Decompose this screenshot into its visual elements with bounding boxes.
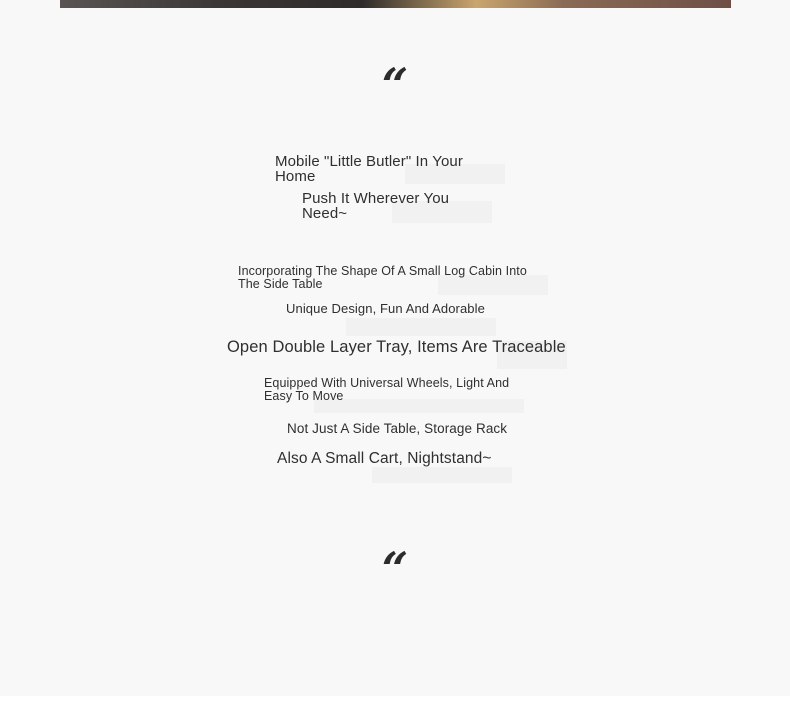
feature-line-universal-wheels bbox=[264, 377, 529, 402]
open-quote-icon: “ bbox=[381, 58, 409, 112]
feature-line-log-cabin-shape bbox=[238, 265, 548, 290]
feature-text: Push It Wherever You Need~ bbox=[302, 190, 450, 222]
feature-line-unique-design bbox=[286, 302, 496, 315]
close-quote-icon: “ bbox=[381, 542, 409, 596]
feature-line-small-cart bbox=[277, 451, 512, 467]
feature-line-push-anywhere bbox=[302, 191, 492, 221]
feature-text: Not Just A Side Table, Storage Rack bbox=[287, 421, 508, 436]
feature-text: Incorporating The Shape Of A Small Log Cabin Into The Side Table bbox=[238, 264, 527, 291]
feature-text: Equipped With Universal Wheels, Light And Easy To Move bbox=[264, 376, 510, 403]
feature-line-storage-rack bbox=[287, 422, 527, 436]
feature-text: Mobile "Little Butler" In Your Home bbox=[275, 153, 463, 185]
feature-text: Unique Design, Fun And Adorable bbox=[286, 301, 485, 316]
page-bottom-margin bbox=[0, 696, 790, 712]
hero-product-image bbox=[60, 0, 731, 8]
feature-text: Open Double Layer Tray, Items Are Traceable bbox=[227, 338, 566, 356]
feature-line-double-layer-tray bbox=[227, 339, 567, 356]
feature-line-mobile-butler bbox=[275, 154, 505, 184]
feature-text: Also A Small Cart, Nightstand~ bbox=[277, 450, 492, 467]
